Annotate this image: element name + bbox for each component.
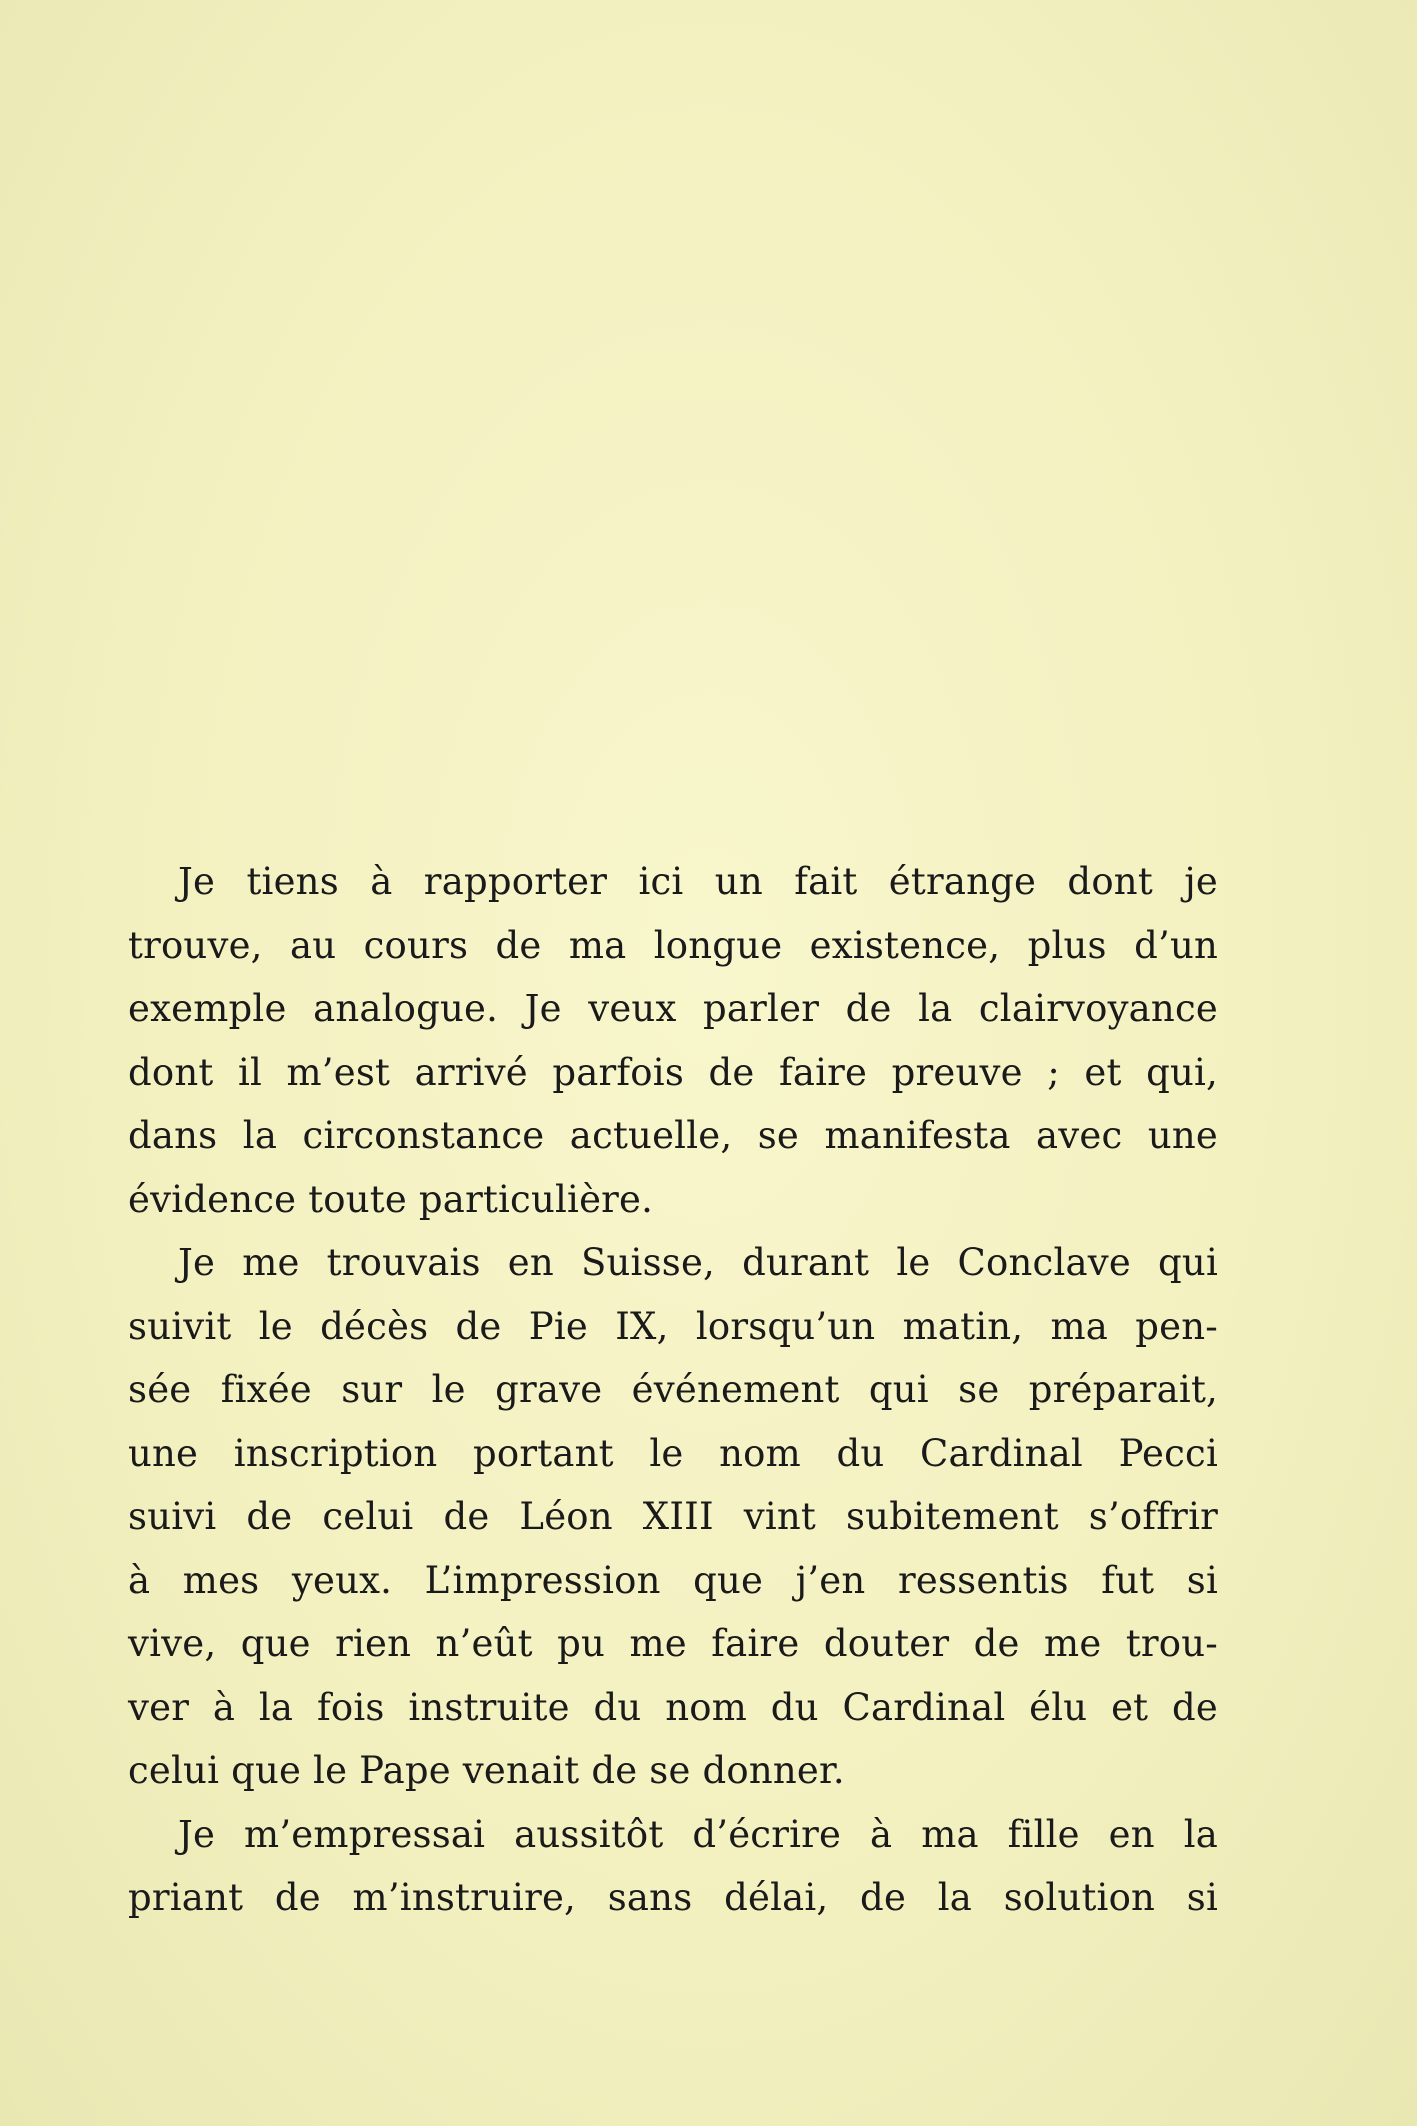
text-line: sée fixée sur le grave événement qui se préparait, <box>128 1368 1218 1411</box>
text-line: dans la circonstance actuelle, se manifesta avec une <box>128 1114 1218 1157</box>
text-line: priant de m’instruire, sans délai, de la solution si <box>128 1876 1218 1919</box>
text-line: dont il m’est arrivé parfois de faire preuve ; et qui, <box>128 1050 1218 1094</box>
text-line: suivit le décès de Pie IX, lorsqu’un matin, ma pen- <box>128 1304 1218 1348</box>
text-line: celui que le Pape venait de se donner. <box>128 1749 845 1792</box>
text-line: à mes yeux. L’impression que j’en ressentis fut si <box>128 1558 1218 1602</box>
paragraph-1 <box>128 850 1218 1231</box>
paragraph-2 <box>128 1231 1218 1803</box>
text-line: Je me trouvais en Suisse, durant le Conclave qui <box>178 1241 1218 1284</box>
body-text <box>128 850 1218 1930</box>
text-line: trouve, au cours de ma longue existence, plus d’un <box>128 923 1218 967</box>
text-line: suivi de celui de Léon XIII vint subitement s’offrir <box>128 1495 1218 1538</box>
text-line: évidence toute particulière. <box>128 1177 654 1221</box>
text-line: Je m’empressai aussitôt d’écrire à ma fille en la <box>178 1812 1218 1856</box>
text-line: ver à la fois instruite du nom du Cardinal élu et de <box>128 1685 1218 1729</box>
text-line: Je tiens à rapporter ici un fait étrange dont je <box>178 860 1218 903</box>
text-line: une inscription portant le nom du Cardinal Pecci <box>128 1431 1218 1475</box>
text-line: exemple analogue. Je veux parler de la clairvoyance <box>128 987 1218 1030</box>
paragraph-3 <box>128 1803 1218 1930</box>
text-line: vive, que rien n’eût pu me faire douter de me trou- <box>128 1622 1218 1665</box>
